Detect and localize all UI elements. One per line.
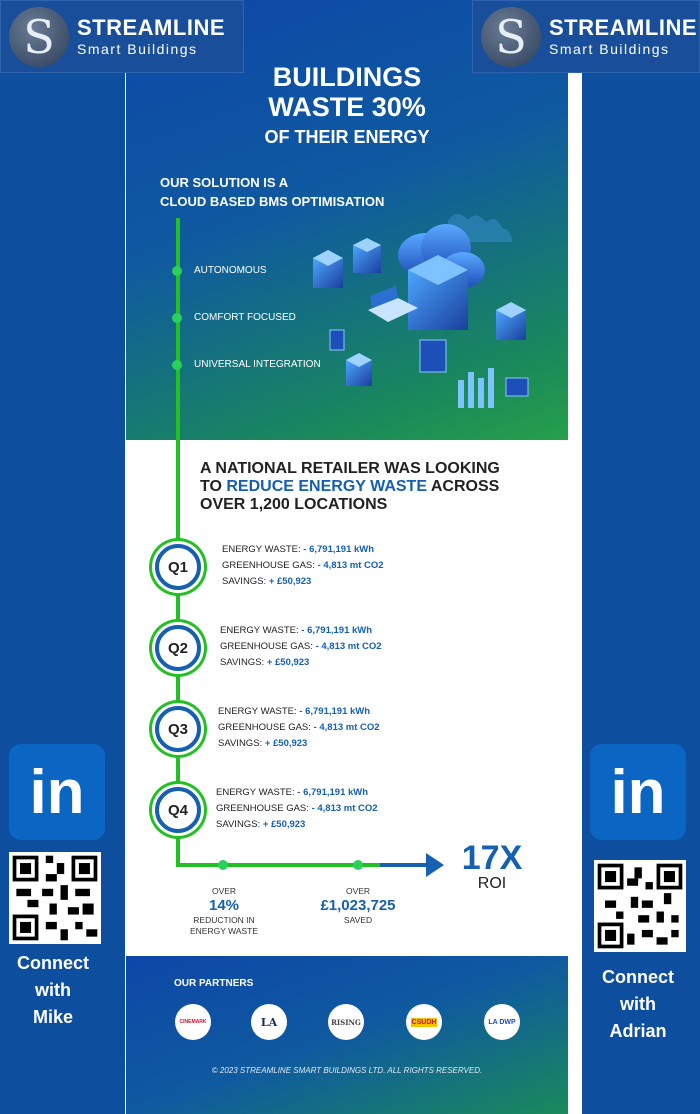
linkedin-text: in xyxy=(29,757,85,827)
stat-label: ENERGY WASTE: xyxy=(216,787,295,798)
stat-label: SAVINGS: xyxy=(222,576,267,587)
linkedin-text: in xyxy=(610,757,666,827)
linkedin-icon[interactable] xyxy=(590,744,686,840)
case-text: ACROSS xyxy=(427,478,500,495)
brand-tagline: Smart Buildings xyxy=(549,40,670,57)
case-heading xyxy=(200,460,540,514)
arrow-right-icon xyxy=(426,853,444,877)
title-line: BUILDINGS xyxy=(272,62,422,92)
qr-code-icon[interactable] xyxy=(594,860,686,952)
bullet-dot-icon xyxy=(172,313,182,323)
roi-value: 17X xyxy=(461,839,523,877)
stat-value: - 4,813 mt CO2 xyxy=(317,560,384,571)
stat-value: - 6,791,191 kWh xyxy=(297,787,369,798)
stat-over: OVER xyxy=(211,886,237,896)
streamline-s-icon: S xyxy=(9,7,69,67)
stat-label: SAVINGS: xyxy=(220,657,265,668)
partner-logo-text: LA xyxy=(260,1015,278,1029)
stat-label: GREENHOUSE GAS: xyxy=(218,722,311,733)
connect-adrian-label xyxy=(584,964,692,1045)
stat-label: ENERGY WASTE: xyxy=(222,544,301,555)
stat-value: - 4,813 mt CO2 xyxy=(313,722,380,733)
partner-logo-text: CSUDH xyxy=(411,1018,437,1026)
feature-item xyxy=(172,359,321,370)
connect-line: Mike xyxy=(32,1007,74,1027)
connect-line: with xyxy=(35,980,71,1000)
stat-value: £1,023,725 xyxy=(320,897,396,914)
partner-logo-text: CINEMARK xyxy=(179,1019,207,1025)
title-line: WASTE 30% xyxy=(268,92,426,122)
brand-name: STREAMLINE xyxy=(549,14,697,40)
stat-label: GREENHOUSE GAS: xyxy=(220,641,313,652)
stat-value: + £50,923 xyxy=(262,819,306,830)
roi-callout xyxy=(452,840,532,892)
bullet-dot-icon xyxy=(172,266,182,276)
stat-value: 14% xyxy=(208,897,240,914)
stat-value: + £50,923 xyxy=(266,657,310,668)
feature-label: UNIVERSAL INTEGRATION xyxy=(194,359,321,370)
stat-energy-reduction xyxy=(178,886,270,937)
partner-logo-csudh[interactable] xyxy=(406,1004,442,1040)
stat-desc: SAVED xyxy=(343,915,373,925)
qr-code-icon[interactable] xyxy=(9,852,101,944)
case-line xyxy=(200,478,540,496)
quarter-badge-q3: Q3 xyxy=(155,706,201,752)
case-text: TO xyxy=(200,478,227,495)
stat-value: + £50,923 xyxy=(264,738,308,749)
timeline-dot-icon xyxy=(353,860,363,870)
solution-line: OUR SOLUTION IS A xyxy=(160,175,289,190)
partner-logo-text: RISING xyxy=(331,1017,361,1027)
stat-desc: REDUCTION IN xyxy=(193,915,255,925)
stat-over: OVER xyxy=(345,886,371,896)
stat-saved xyxy=(304,886,412,926)
stat-label: ENERGY WASTE: xyxy=(218,706,297,717)
stat-desc: ENERGY WASTE xyxy=(189,926,258,936)
copyright: © 2023 STREAMLINE SMART BUILDINGS LTD. ALL RIGHTS RESERVED. xyxy=(211,1066,483,1075)
cloud-computing-illustration xyxy=(308,200,563,425)
partner-logo-la[interactable] xyxy=(251,1004,287,1040)
stat-label: SAVINGS: xyxy=(216,819,261,830)
title-line: OF THEIR ENERGY xyxy=(264,127,430,147)
case-highlight: REDUCE ENERGY WASTE xyxy=(226,478,427,495)
case-line: A NATIONAL RETAILER WAS LOOKING xyxy=(200,460,500,477)
stat-value: + £50,923 xyxy=(268,576,312,587)
solution-line: CLOUD BASED BMS OPTIMISATION xyxy=(160,194,385,209)
timeline-dot-icon xyxy=(218,860,228,870)
feature-item xyxy=(172,312,296,323)
partner-logo-ladwp[interactable] xyxy=(484,1004,520,1040)
bullet-dot-icon xyxy=(172,360,182,370)
stat-value: - 6,791,191 kWh xyxy=(303,544,375,555)
quarter-badge-q1: Q1 xyxy=(155,544,201,590)
connect-line: Adrian xyxy=(609,1021,667,1041)
partners-title: OUR PARTNERS xyxy=(174,978,254,989)
brand-name: STREAMLINE xyxy=(77,14,225,40)
quarter-badge-q2: Q2 xyxy=(155,625,201,671)
hero-title xyxy=(126,62,568,152)
stat-value: - 4,813 mt CO2 xyxy=(315,641,382,652)
partner-logo-cinemark[interactable] xyxy=(175,1004,211,1040)
feature-item xyxy=(172,265,267,276)
connect-line: Connect xyxy=(602,967,674,987)
left-sidebar xyxy=(0,0,125,1114)
stat-value: - 6,791,191 kWh xyxy=(301,625,373,636)
case-line: OVER 1,200 LOCATIONS xyxy=(200,496,388,513)
quarter-stats xyxy=(216,785,378,833)
stat-value: - 6,791,191 kWh xyxy=(299,706,371,717)
brand-tagline: Smart Buildings xyxy=(77,40,198,57)
quarter-badge-q4: Q4 xyxy=(155,787,201,833)
quarter-stats xyxy=(220,623,382,671)
partner-logo-rising[interactable] xyxy=(328,1004,364,1040)
stat-label: SAVINGS: xyxy=(218,738,263,749)
linkedin-icon[interactable] xyxy=(9,744,105,840)
partner-logo-text: LA DWP xyxy=(488,1018,516,1026)
connect-line: with xyxy=(620,994,656,1014)
stat-value: - 4,813 mt CO2 xyxy=(311,803,378,814)
connect-mike-label xyxy=(0,950,106,1031)
connect-line: Connect xyxy=(17,953,89,973)
feature-label: AUTONOMOUS xyxy=(194,265,267,276)
stat-label: GREENHOUSE GAS: xyxy=(222,560,315,571)
feature-label: COMFORT FOCUSED xyxy=(194,312,296,323)
stat-label: GREENHOUSE GAS: xyxy=(216,803,309,814)
quarter-stats xyxy=(222,542,384,590)
roi-label: ROI xyxy=(477,875,507,892)
quarter-stats xyxy=(218,704,380,752)
streamline-s-icon: S xyxy=(481,7,541,67)
stat-label: ENERGY WASTE: xyxy=(220,625,299,636)
